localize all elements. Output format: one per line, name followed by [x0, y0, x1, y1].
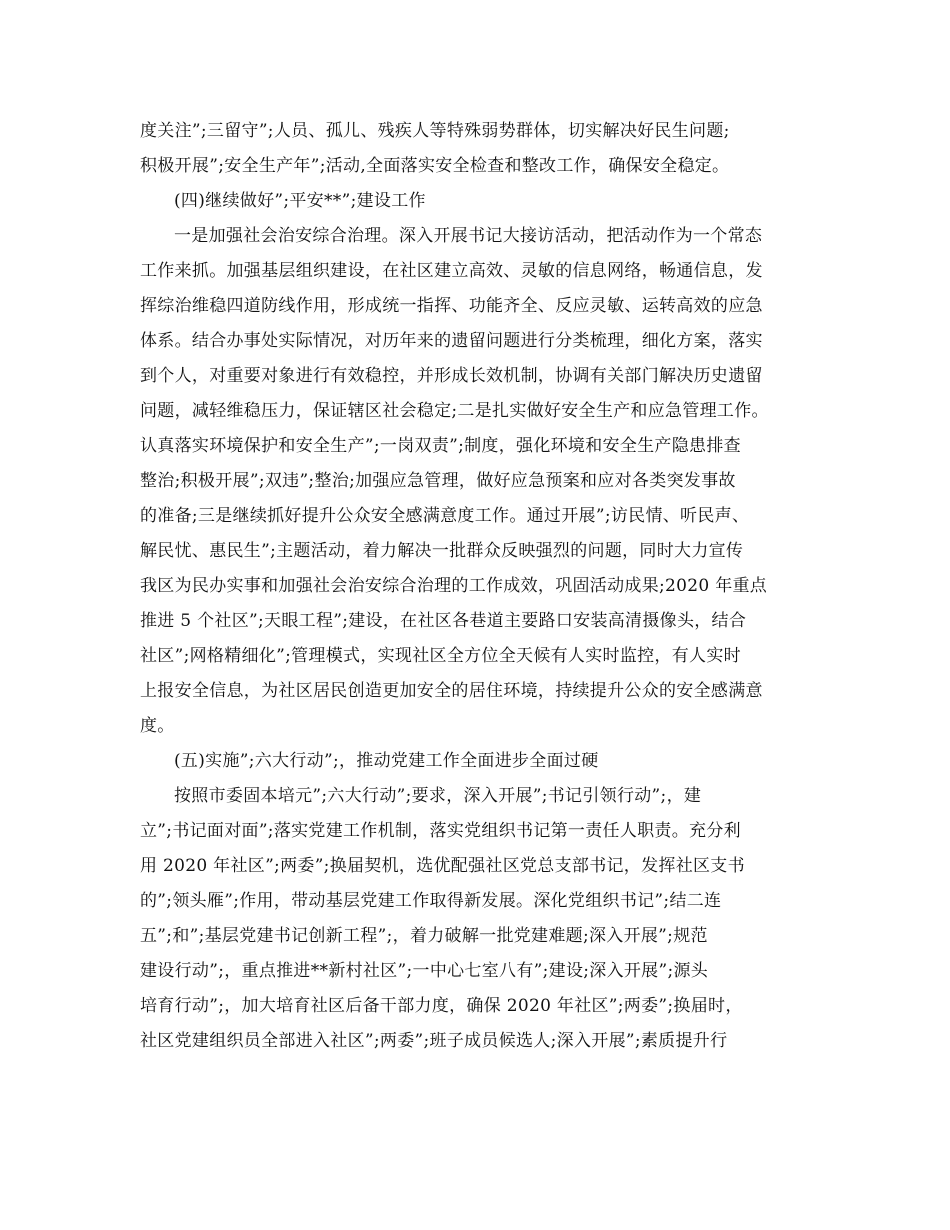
text-line: 到个人，对重要对象进行有效稳控，并形成长效机制，协调有关部门解决历史遗留	[140, 366, 763, 386]
section-heading-5: (五)实施”;六大行动”;，推动党建工作全面进步全面过硬	[174, 751, 599, 771]
text-line: 立”;书记面对面”;落实党建工作机制，落实党组织书记第一责任人职责。充分利	[140, 821, 741, 841]
text-line: 认真落实环境保护和安全生产”;一岗双责”;制度，强化环境和安全生产隐患排查	[140, 436, 741, 456]
text-line: 社区党建组织员全部进入社区”;两委”;班子成员候选人;深入开展”;素质提升行	[140, 1031, 728, 1051]
text-line: 体系。结合办事处实际情况，对历年来的遗留问题进行分类梳理，细化方案，落实	[140, 331, 763, 351]
text-line: 积极开展”;安全生产年”;活动,全面落实安全检查和整改工作，确保安全稳定。	[140, 156, 730, 176]
text-line: 的”;领头雁”;作用，带动基层党建工作取得新发展。深化党组织书记”;结二连	[140, 891, 722, 911]
text-line: 挥综治维稳四道防线作用，形成统一指挥、功能齐全、反应灵敏、运转高效的应急	[140, 296, 763, 316]
text-line: 培育行动”;，加大培育社区后备干部力度，确保 2020 年社区”;两委”;换届时，	[140, 996, 743, 1016]
text-line: 问题，减轻维稳压力，保证辖区社会稳定;二是扎实做好安全生产和应急管理工作。	[140, 401, 769, 421]
text-line: 的准备;三是继续抓好提升公众安全感满意度工作。通过开展”;访民情、听民声、	[140, 506, 750, 526]
paragraph-start: 一是加强社会治安综合治理。深入开展书记大接访活动，把活动作为一个常态	[174, 226, 763, 246]
text-line: 解民忧、惠民生”;主题活动，着力解决一批群众反映强烈的问题，同时大力宣传	[140, 541, 744, 561]
text-line: 整治;积极开展”;双违”;整治;加强应急管理，做好应急预案和应对各类突发事故	[140, 471, 736, 491]
text-line: 度。	[140, 716, 175, 736]
section-heading-4: (四)继续做好”;平安**”;建设工作	[174, 191, 426, 211]
text-line: 上报安全信息，为社区居民创造更加安全的居住环境，持续提升公众的安全感满意	[140, 681, 763, 701]
text-line: 度关注”;三留守”;人员、孤儿、残疾人等特殊弱势群体，切实解决好民生问题;	[140, 121, 730, 141]
text-line: 工作来抓。加强基层组织建设，在社区建立高效、灵敏的信息网络，畅通信息，发	[140, 261, 763, 281]
text-line: 社区”;网格精细化”;管理模式，实现社区全方位全天候有人实时监控，有人实时	[140, 646, 741, 666]
text-line: 用 2020 年社区”;两委”;换届契机，选优配强社区党总支部书记，发挥社区支书	[140, 856, 745, 876]
paragraph-start: 按照市委固本培元”;六大行动”;要求，深入开展”;书记引领行动”;，建	[174, 786, 702, 806]
text-line: 建设行动”;，重点推进**新村社区”;一中心七室八有”;建设;深入开展”;源头	[140, 961, 709, 981]
text-line: 我区为民办实事和加强社会治安综合治理的工作成效，巩固活动成果;2020 年重点	[140, 576, 768, 596]
text-line: 五”;和”;基层党建书记创新工程”;，着力破解一批党建难题;深入开展”;规范	[140, 926, 708, 946]
text-line: 推进 5 个社区”;天眼工程”;建设，在社区各巷道主要路口安装高清摄像头，结合	[140, 611, 747, 631]
